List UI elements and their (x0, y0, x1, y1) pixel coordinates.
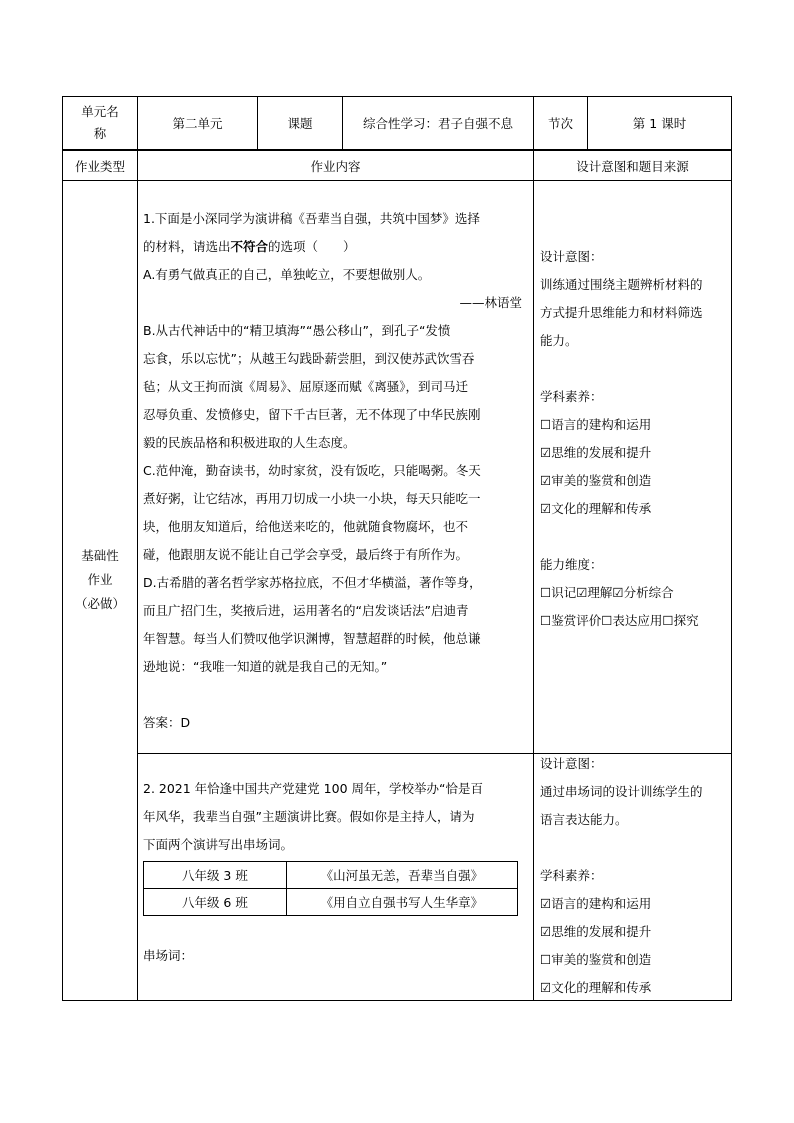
table-row (144, 862, 518, 889)
q1-literacy-item: ☑审美的鉴赏和创造 (540, 473, 652, 488)
category-line: 基础性 (81, 548, 119, 563)
q1-literacy-label: 学科素养： (540, 389, 603, 404)
q2-literacy-item: ☑文化的理解和传承 (540, 980, 652, 995)
period-value-cell (587, 96, 732, 150)
q1-intent-line: 能力。 (540, 333, 578, 348)
q1-option-d-line: 而且广招门生，奖掖后进，运用著名的“启发谈话法”启迪青 (143, 603, 469, 618)
question-1 (143, 205, 528, 737)
content-label-cell (137, 150, 534, 181)
design-label: 设计意图和题目来源 (576, 158, 689, 174)
unit-name-label: 单元名称 (81, 104, 119, 141)
speech-table (143, 861, 518, 916)
q1-literacy-item: ☑思维的发展和提升 (540, 445, 652, 460)
q1-literacy-item: ☐语言的建构和运用 (540, 417, 652, 432)
q1-stem-line (143, 233, 528, 261)
period-label: 节次 (547, 116, 573, 131)
period-label-cell (533, 96, 588, 150)
q1-option-c-line: 块，他朋友知道后，给他送来吃的，他就随食物腐坏，也不 (143, 519, 469, 534)
topic-value: 综合性学习：君子自强不息 (362, 116, 513, 131)
q1-stem-emphasis: 不符合 (230, 239, 269, 254)
table-cell: 八年级 6 班 (144, 889, 287, 916)
category-line: 作业 (87, 572, 113, 587)
q1-ability-item: ☐识记☑理解☑分析综合 (540, 585, 674, 600)
q1-option-b-line: 毅的民族品格和积极进取的人生态度。 (143, 435, 356, 450)
content-label: 作业内容 (310, 158, 361, 174)
q1-option-c-line: 煮好粥，让它结冰，再用刀切成一小块一小块，每天只能吃一 (143, 491, 481, 506)
q2-stem-line: 2. 2021 年恰逢中国共产党建党 100 周年，学校举办“恰是百 (143, 781, 483, 796)
q2-stem-line: 年风华，我辈当自强”主题演讲比赛。假如你是主持人，请为 (143, 809, 475, 824)
q2-design (540, 750, 728, 1002)
q2-literacy-item: ☐审美的鉴赏和创造 (540, 952, 652, 967)
question-2 (143, 775, 528, 859)
q2-answer-label: 串场词： (143, 948, 194, 963)
q2-literacy-label: 学科素养： (540, 868, 603, 883)
table-cell: 《用自立自强书写人生华章》 (286, 889, 517, 916)
q2-literacy-item: ☑思维的发展和提升 (540, 924, 652, 939)
category-label (62, 544, 138, 616)
q1-literacy-item: ☑文化的理解和传承 (540, 501, 652, 516)
q1-stem-line: 1.下面是小深同学为演讲稿《吾辈当自强，共筑中国梦》选择 (143, 211, 480, 226)
q1-ability-label: 能力维度： (540, 557, 603, 572)
q1-design (540, 243, 728, 635)
q2-literacy-item: ☑语言的建构和运用 (540, 896, 652, 911)
topic-value-cell (342, 96, 534, 150)
q1-option-a: A.有勇气做真正的自己，单独屹立，不要想做别人。 (143, 267, 431, 282)
period-value: 第 1 课时 (632, 116, 687, 131)
unit-name-value-cell (137, 96, 258, 150)
q1-option-b-line: 毡；从文王拘而演《周易》、屈原逐而赋《离骚》，到司马迁 (143, 379, 469, 394)
q1-option-b-line: 忍辱负重、发愤修史，留下千古巨著，无不体现了中华民族刚 (143, 407, 481, 422)
q2-stem-line: 下面两个演讲写出串场词。 (143, 837, 294, 852)
q1-option-b-line: B.从古代神话中的“精卫填海”“愚公移山”，到孔子“发愤 (143, 323, 451, 338)
q1-intent-line: 训练通过围绕主题辨析材料的 (540, 277, 703, 292)
q1-stem-text: 的选项（ ） (268, 239, 356, 254)
q1-answer: 答案：D (143, 715, 191, 730)
q1-option-c-line: C.范仲淹，勤奋读书，幼时家贫，没有饭吃，只能喝粥。冬天 (143, 463, 481, 478)
q1-ability-item: ☐鉴赏评价☐表达应用☐探究 (540, 613, 699, 628)
unit-name-value: 第二单元 (172, 116, 223, 131)
q1-option-d-line: D.古希腊的著名哲学家苏格拉底，不但才华横溢，著作等身， (143, 575, 482, 590)
q1-option-a-author: ——林语堂 (459, 295, 522, 310)
table-row (144, 889, 518, 916)
q1-option-d-line: 逊地说：“我唯一知道的就是我自己的无知。” (143, 659, 388, 674)
unit-name-label-cell (62, 96, 138, 150)
q2-intent-line: 语言表达能力。 (540, 812, 628, 827)
category-line: （必做） (74, 596, 125, 611)
q2-intent-label: 设计意图： (540, 756, 603, 771)
q1-option-b-line: 忘食，乐以忘忧”；从越王勾践卧薪尝胆，到汉使苏武饮雪吞 (143, 351, 475, 366)
type-label: 作业类型 (74, 158, 125, 174)
q1-intent-label: 设计意图： (540, 249, 603, 264)
type-label-cell (62, 150, 138, 181)
q1-intent-line: 方式提升思维能力和材料筛选 (540, 305, 703, 320)
q1-option-d-line: 年智慧。每当人们赞叹他学识渊博，智慧超群的时候，他总谦 (143, 631, 481, 646)
q1-option-c-line: 碰，他跟朋友说不能让自己学会享受，最后终于有所作为。 (143, 547, 469, 562)
topic-label-cell (257, 96, 343, 150)
design-label-cell (533, 150, 732, 181)
topic-label: 课题 (287, 116, 313, 131)
q1-stem-text: 的材料，请选出 (143, 239, 231, 254)
table-cell: 八年级 3 班 (144, 862, 287, 889)
table-cell: 《山河虽无恙，吾辈当自强》 (286, 862, 517, 889)
q2-intent-line: 通过串场词的设计训练学生的 (540, 784, 703, 799)
